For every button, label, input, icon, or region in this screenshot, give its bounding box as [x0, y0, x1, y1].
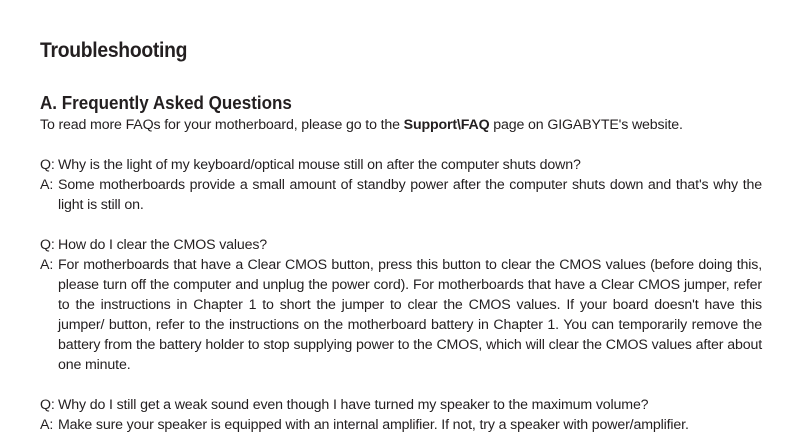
answer-row [40, 175, 762, 215]
answer-label: A: [40, 257, 54, 273]
faq-item [40, 395, 762, 435]
question-text: How do I clear the CMOS values? [58, 237, 268, 253]
question-text: Why do I still get a weak sound even though I have turned my speaker to the maximum volume? [58, 397, 649, 413]
subsection-title: A. Frequently Asked Questions [40, 92, 292, 113]
question-row [40, 155, 762, 175]
question-label: Q: [40, 397, 55, 413]
faq-item [40, 155, 762, 215]
faq-item [40, 235, 762, 375]
section-title: Troubleshooting [40, 39, 188, 62]
intro-text-after: page on GIGABYTE's website. [489, 117, 683, 133]
question-label: Q: [40, 237, 55, 253]
answer-label: A: [40, 417, 54, 433]
answer-text: For motherboards that have a Clear CMOS button, press this button to clear the CMOS values (before doing this, please turn off the computer and unplug the power cord). For motherboards that have a Clear CMOS jumper, refer to the instructions in Chapter 1 to short the jumper to clear the CMOS values. If your board doesn't have this jumper/ button, refer to the instructions on the motherboard battery in Chapter 1. You can temporarily remove the battery from the battery holder to stop supplying power to the CMOS, which will clear the CMOS values after about one minute. [58, 257, 762, 373]
intro-paragraph [40, 115, 762, 135]
question-text: Why is the light of my keyboard/optical mouse still on after the computer shuts down? [58, 157, 581, 173]
troubleshooting-page [40, 36, 762, 435]
answer-row [40, 255, 762, 375]
intro-text-before: To read more FAQs for your motherboard, please go to the [40, 117, 404, 133]
answer-text: Some motherboards provide a small amount of standby power after the computer shuts down and that's why the light is still on. [58, 177, 762, 213]
answer-text: Make sure your speaker is equipped with an internal amplifier. If not, try a speaker with power/amplifier. [58, 417, 689, 433]
question-row [40, 395, 762, 415]
support-faq-link-text: Support\FAQ [403, 117, 490, 133]
answer-row [40, 415, 762, 435]
question-label: Q: [40, 157, 55, 173]
question-row [40, 235, 762, 255]
answer-label: A: [40, 177, 54, 193]
